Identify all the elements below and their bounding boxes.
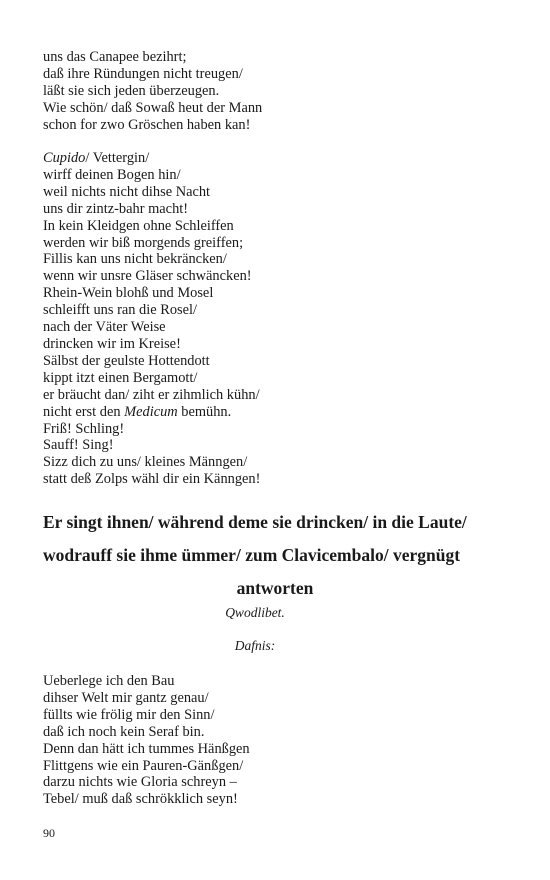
verse-line: In kein Kleidgen ohne Schleiffen <box>43 217 234 234</box>
cupido-italic: Cupido <box>43 150 86 166</box>
verse-line: schon for zwo Gröschen haben kan! <box>43 116 251 133</box>
stage-direction-line-2: wodrauff sie ihme ümmer/ zum Clavicembalo/ vergnügt <box>43 545 461 565</box>
verse-line <box>43 404 260 421</box>
verse-line: Sauff! Sing! <box>43 437 114 454</box>
verse-line: wirff deinen Bogen hin/ <box>43 166 181 183</box>
stanza-2 <box>43 150 260 488</box>
verse-line-start: nicht erst den <box>43 403 125 420</box>
verse-line: statt deß Zolps wähl dir ein Känngen! <box>43 471 261 488</box>
verse-line: wenn wir unsre Gläser schwäncken! <box>43 268 252 285</box>
verse-line: schleifft uns ran die Rosel/ <box>43 302 198 319</box>
verse-line: uns das Canapee bezihrt; <box>43 49 187 65</box>
stage-direction-line-1: Er singt ihnen/ während deme sie drincken/ in die Laute/ <box>43 512 467 532</box>
verse-line: Fillis kan uns nicht bekräncken/ <box>43 251 227 268</box>
stanza-3 <box>43 673 250 808</box>
stage-direction-line-3: antworten <box>236 578 314 598</box>
verse-line: er bräucht dan/ ziht er zihmlich kühn/ <box>43 386 260 403</box>
verse-line <box>43 150 260 167</box>
stanza-1 <box>43 49 262 134</box>
verse-line: darzu nichts wie Gloria schreyn – <box>43 774 237 791</box>
verse-line-end: bemühn. <box>177 403 232 420</box>
verse-line: daß ihre Ründungen nicht treugen/ <box>43 65 243 82</box>
verse-line: Ueberlege ich den Bau <box>43 673 175 689</box>
verse-line: Wie schön/ daß Sowaß heut der Mann <box>43 99 263 116</box>
verse-line: werden wir biß morgends greiffen; <box>43 234 244 251</box>
verse-line: daß ich noch kein Seraf bin. <box>43 723 205 740</box>
section-subtitle: Qwodlibet. <box>225 605 285 620</box>
verse-line-rest: / Vettergin/ <box>85 150 150 166</box>
medicum-italic: Medicum <box>124 403 178 420</box>
verse-line: Rhein-Wein blohß und Mosel <box>43 285 214 302</box>
verse-line: läßt sie sich jeden überzeugen. <box>43 82 220 99</box>
verse-line: uns dir zintz-bahr macht! <box>43 200 189 217</box>
verse-line: nach der Väter Weise <box>43 319 166 336</box>
verse-line: Sizz dich zu uns/ kleines Männgen/ <box>43 454 248 471</box>
verse-line: kippt itzt einen Bergamott/ <box>43 369 198 386</box>
speaker-name: Dafnis: <box>234 638 276 653</box>
verse-line: Tebel/ muß daß schrökklich seyn! <box>43 791 238 808</box>
verse-line: Denn dan hätt ich tummes Hänßgen <box>43 740 250 757</box>
verse-line: füllts wie frölig mir den Sinn/ <box>43 706 215 723</box>
verse-line: Flittgens wie ein Pauren-Gänßgen/ <box>43 757 244 774</box>
verse-line: Sälbst der geulste Hottendott <box>43 352 210 369</box>
page-number: 90 <box>43 826 55 840</box>
verse-line: dihser Welt mir gantz genau/ <box>43 689 209 706</box>
verse-line: weil nichts nicht dihse Nacht <box>43 183 211 200</box>
verse-line: drincken wir im Kreise! <box>43 335 181 352</box>
verse-line: Friß! Schling! <box>43 420 125 437</box>
